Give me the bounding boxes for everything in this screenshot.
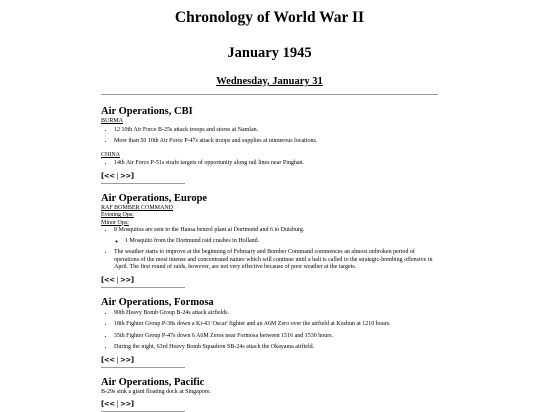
section-divider [101, 183, 185, 184]
subheading-raf-bomber-command[interactable]: RAF BOMBER COMMAND [101, 205, 438, 213]
section-formosa [101, 297, 438, 368]
prev-link[interactable]: [<< [101, 172, 114, 180]
nav-separator: | [116, 400, 118, 408]
europe-list [101, 227, 438, 272]
nested-list [114, 238, 438, 246]
section-europe [101, 193, 438, 288]
section-title: Air Operations, Pacific [101, 377, 438, 389]
subheading-minor-ops[interactable]: Minor Ops: [101, 220, 438, 228]
section-title: Air Operations, CBI [101, 106, 438, 118]
next-link[interactable]: >>] [120, 276, 133, 284]
subheading-burma[interactable]: BURMA [101, 118, 438, 126]
nav-links [101, 172, 438, 181]
burma-list [101, 127, 438, 146]
subheading-china[interactable]: CHINA [101, 152, 438, 160]
section-pacific [101, 377, 438, 412]
prev-link[interactable]: [<< [101, 276, 114, 284]
header-divider [101, 94, 438, 95]
subheading-evening-ops[interactable]: Evening Ops: [101, 212, 438, 220]
list-item: • The weather starts to improve at the beginning of February and Bomber Command commences an almost unbroken period of operations of the most intense and concentrated nature which will continue until a halt is called to the strategic-bombing offensive in April. The first round of raids, however, are not very effective because of poor weather at the targets. [114, 249, 438, 272]
prev-link[interactable]: [<< [101, 400, 114, 408]
month-heading: January 1945 [101, 44, 438, 62]
list-item: • 35th Fighter Group P-47s down 6 A6M Zeros near Formosa between 1516 and 1530 hours. [114, 333, 438, 341]
nav-separator: | [116, 356, 118, 364]
list-item: • 14th Air Force P-51s strafe targets of opportunity along rail lines near Pinghan. [114, 160, 438, 168]
section-divider [101, 367, 185, 368]
section-cbi [101, 106, 438, 184]
section-title: Air Operations, Formosa [101, 297, 438, 309]
next-link[interactable]: >>] [120, 400, 133, 408]
prev-link[interactable]: [<< [101, 356, 114, 364]
list-item: • During the night, 63rd Heavy Bomb Squadron SB-24s attack the Okayama airfield. [114, 344, 438, 352]
nav-links [101, 276, 438, 285]
nav-separator: | [116, 276, 118, 284]
nav-links [101, 356, 438, 365]
section-title: Air Operations, Europe [101, 193, 438, 205]
china-list [101, 160, 438, 168]
list-item: • 90th Heavy Bomb Group B-24s attack airfields. [114, 310, 438, 318]
list-item: • 18th Fighter Group P-38s down a Ki-43 'Oscar' fighter and an A6M Zero over the airfield at Koshun at 1210 hours. [114, 321, 438, 329]
list-item [114, 227, 438, 245]
section-text: B-29s sink a giant floating dock at Singapore. [101, 389, 438, 397]
next-link[interactable]: >>] [120, 172, 133, 180]
nested-list-item: ◦ 1 Mosquito from the Dortmund raid crashes in Holland. [125, 238, 438, 246]
list-item-text: 8 Mosquitos are sent to the Hansa benzol plant at Dortmund and 6 to Duisburg. [114, 227, 304, 233]
list-item: • More than 50 10th Air Force P-47s attack troops and supplies at numerous locations. [114, 138, 438, 146]
chronology-page [101, 6, 438, 412]
section-divider [101, 287, 185, 288]
page-title: Chronology of World War II [101, 9, 438, 27]
formosa-list [101, 310, 438, 352]
date-heading: Wednesday, January 31 [101, 75, 438, 88]
nav-separator: | [116, 172, 118, 180]
list-item: • 12 10th Air Force B-25s attack troops and stores at Namlan. [114, 127, 438, 135]
next-link[interactable]: >>] [120, 356, 133, 364]
